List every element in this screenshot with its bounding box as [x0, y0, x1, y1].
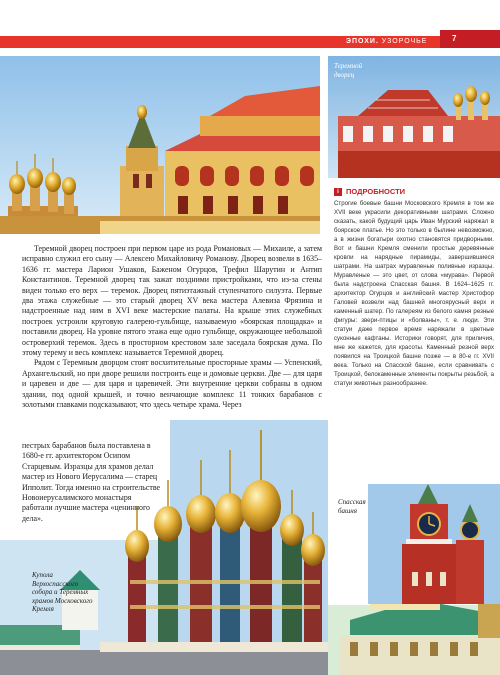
article-wrap-text: пестрых барабанов была поставлена в 1680-е гг. архитектором Осипом Старцевым. Изразцы для храмов делал мастер из Нового Иерусалима — старец Ипполит. Тогда именно на строительстве Новоиерусалимского монастыря работали лучшие мастера «ценинного дела». — [22, 441, 161, 523]
details-title-text: ПОДРОБНОСТИ — [346, 187, 406, 196]
section-label — [346, 36, 427, 48]
info-icon: i — [334, 188, 342, 196]
details-text: Строгие боевые башни Московского Кремля в том же XVII веке украсили декоративными шатрами. Сложно сказать, какой будущий царь Иван Мурский наряжал в боярское платье. Но это только в былине невозможно, а в жизни богатыри охотно становятся придворными. Вот и башни Кремля сменили простые деревянные кровли на нарядные пирамиды, завершившиеся шатрами. На шатрах муравленые поливные изразцы. Муравленые — это цвет, от слова «мурава». Первой была надстроена Спасская башня. В 1624–1625 гг. архитектор Огурцов и английский мастер Христофор Галовей возвели над башней многоярусный верх и каменный шатер. По галереям из белого камня резные фигуры: звери-птицы и «болваны», т. е. люди. Эти статуи даже первое время наряжали в цветные суконные кафтаны. Историки говорят, для приличия, мне же кажется, для красоты. Каменный резной верх появился на Троицкой башне позже — в 80-е гг. XVII века. Только на Спасской башне, если сравнивать с Троицкой, белокаменные элементы покрыты резьбой, а статуи животных разнообразнее. — [334, 200, 494, 387]
article-paragraph-1: Теремной дворец построен при первом царе из рода Романовых — Михаиле, а затем исправно служил его сыну — Алексею Михайловичу Романову. Дворец возвели в 1635–1636 гг. мастера Ларион Ушаков, Баженом Огурцов, Трефил Шарутин и Антип Константинов. Теремной дворец так зажат поздними пристройками, что из-за стены виден только его верх — теремок. Дворец пятиэтажный ступенчатого силуэта. Первые два этажа служебные — это старый дворец XV века мастера Алевиза Фрязина и надстроенные над ним в XVI веке мастерские палаты. На крыше этих служебных построек устроили круговую галерею-гульбище, называемую «боярская площадка» и поставили дворец. На уровне пятого этажа еще одно гульбище, окружающее небольшой островерхий теремок. Здесь в просторном крестовом зале заседала боярская дума. По этому терему и весь комплекс называется Теремной дворец. — [22, 244, 322, 358]
section-label-rest: УЗОРОЧЬЕ — [378, 38, 428, 45]
terem-caption: Теремной дворец — [334, 62, 363, 79]
article-paragraph-2: Рядом с Теремным дворцом стоят восхитительные просторные храмы — Успенский, Архангельский, но при дворе решили построить еще и домовые церкви. Две — для царя и царевен и две — для царя и царевичей. Эти внутренние церкви собраны в одном здании, под одной крышей, и точно венчающие комплекс 11 тонких барабанов с золотыми главками подсказывают, что здесь четыре храма. Через — [22, 358, 322, 410]
spasskaya-caption: Спасская башня — [338, 498, 366, 515]
main-article — [22, 244, 322, 411]
domes-caption: Купола Верхоспасского собора и Теремных храмов Московского Кремля — [32, 571, 93, 613]
page-number: 7 — [452, 34, 457, 43]
terem-palace-photo — [0, 56, 320, 234]
details-title — [334, 187, 494, 196]
section-label-bold: ЭПОХИ. — [346, 38, 379, 45]
page-number-tab — [440, 30, 500, 48]
details-sidebar — [334, 187, 494, 388]
page-header — [0, 0, 500, 48]
